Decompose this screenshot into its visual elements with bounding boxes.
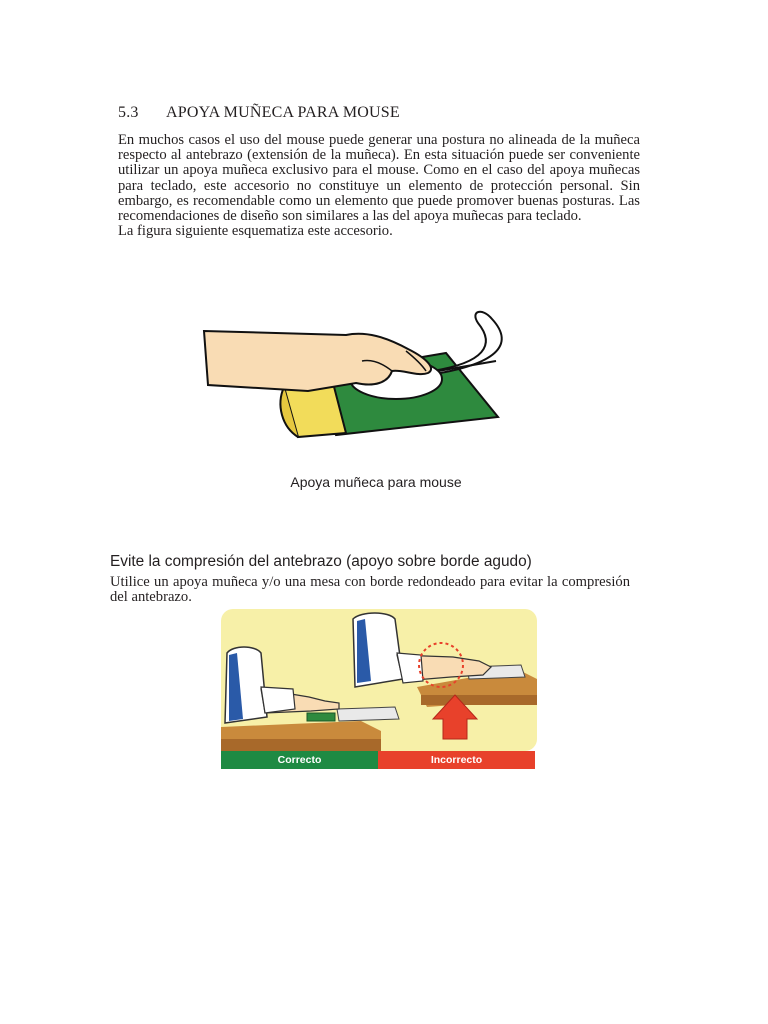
section-heading [118,104,400,122]
compression-paragraph: Utilice un apoya muñeca y/o una mesa con borde redondeado para evitar la compresión del antebrazo. [110,574,630,605]
figure-intro-line: La figura siguiente esquematiza este accesorio. [118,223,393,240]
figure1-caption: Apoya muñeca para mouse [290,474,462,490]
label-correct: Correcto [221,751,378,769]
label-incorrect: Incorrecto [378,751,535,769]
mouse-wrist-rest-illustration [196,305,516,455]
section-number: 5.3 [118,104,139,121]
wrist-rest-correct [307,713,335,721]
intro-paragraph: En muchos casos el uso del mouse puede generar una postura no alineada de la muñeca respecto al antebrazo (extensión de la muñeca). En esta situación puede ser conveniente utilizar un apoya muñeca exclusivo para el mouse. Como en el caso del apoya muñecas para teclado, este accesorio no constituye un elemento de protección personal. Sin embargo, es recomendable como un elemento que puede promover buenas posturas. Las recomendaciones de diseño son similares a las del apoya muñecas para teclado. [118,132,640,225]
compression-text [110,575,630,605]
section-title: APOYA MUÑECA PARA MOUSE [166,104,400,121]
intro-text [118,133,640,239]
forearm-compression-illustration [221,609,537,769]
compression-heading: Evite la compresión del antebrazo (apoyo sobre borde agudo) [110,553,532,570]
verdict-bar [221,751,535,769]
keyboard-correct [337,707,399,721]
